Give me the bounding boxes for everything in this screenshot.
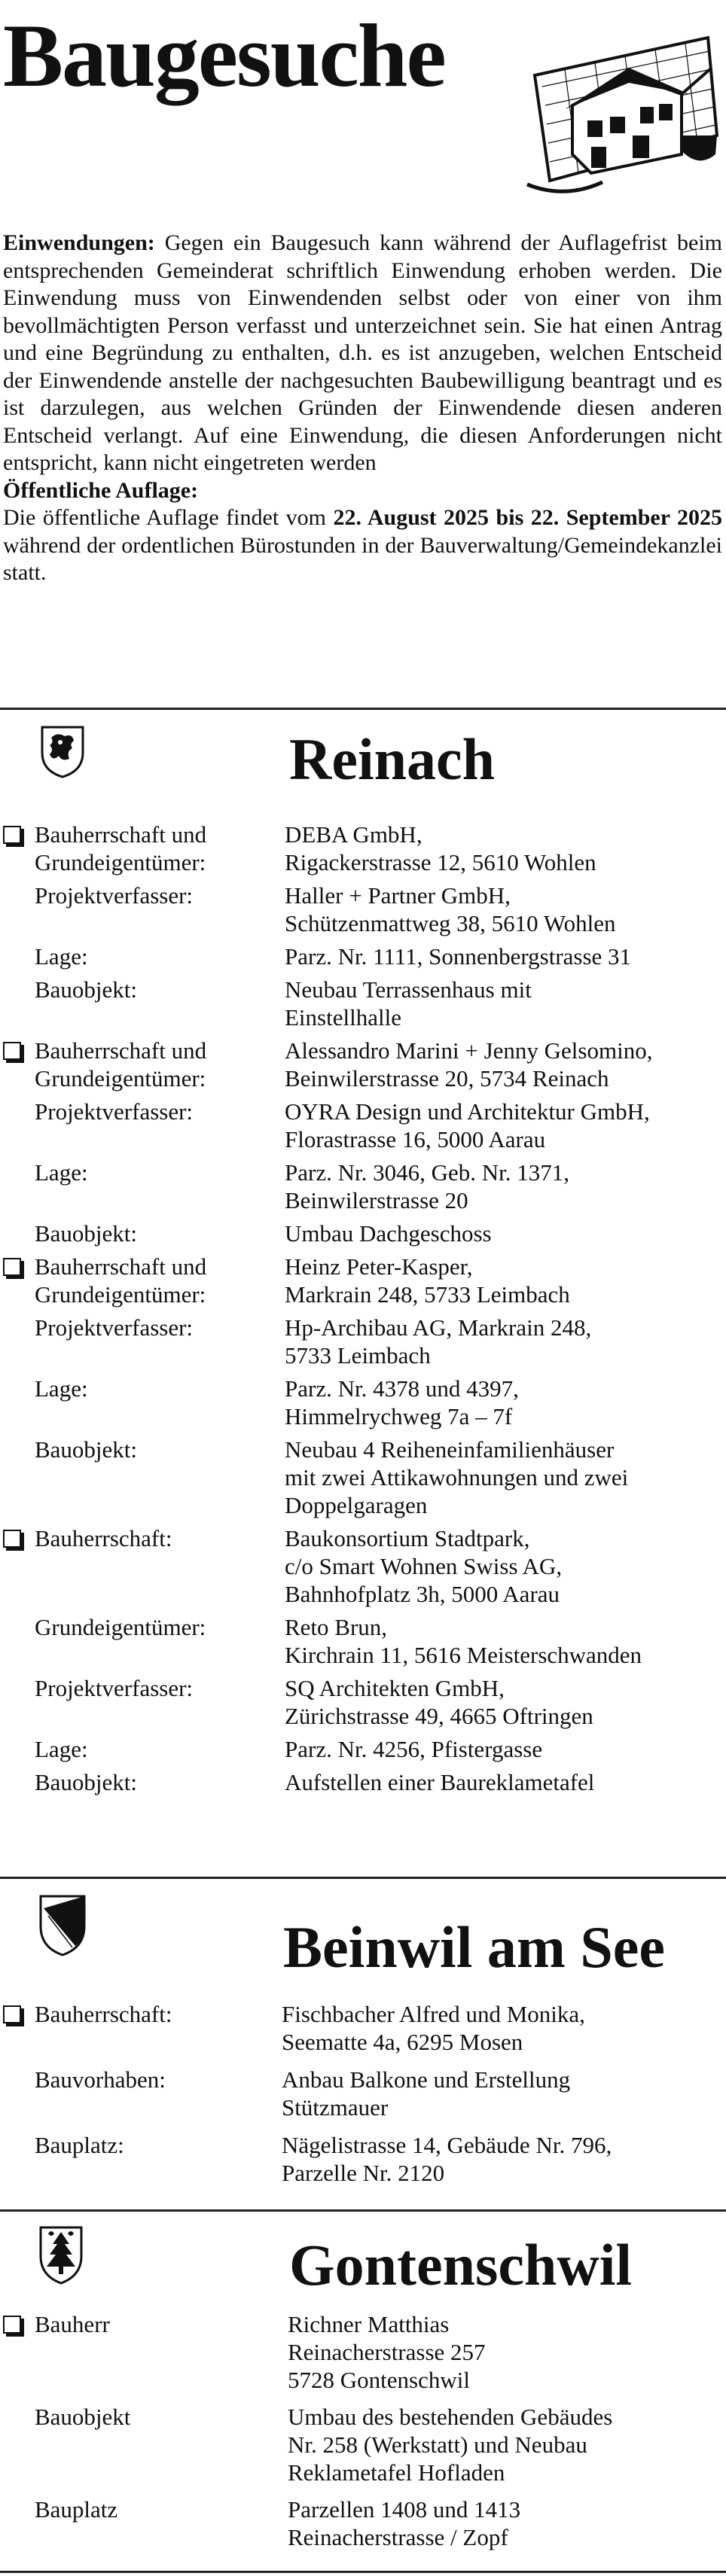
entry-row (0, 2066, 726, 2121)
building-plan-illustration (520, 23, 723, 199)
entry-value-line: 5733 Leimbach (285, 1342, 431, 1369)
entry-value (285, 1375, 519, 1430)
entry-value-line: Parz. Nr. 4378 und 4397, (285, 1375, 519, 1402)
entry-value (285, 1098, 650, 1153)
auflage-label: Öffentliche Auflage: (3, 477, 199, 503)
entry-label (35, 1768, 276, 1796)
municipality-gontenschwil: Gontenschwil (289, 2232, 633, 2297)
entry-value (288, 2403, 612, 2486)
entry-value-line: Heinz Peter-Kasper, (285, 1253, 473, 1280)
entry-value (282, 2131, 612, 2187)
entry-row (0, 976, 726, 1031)
entry-label-line: Bauplatz: (35, 2132, 124, 2158)
entry-label-line: Projektverfasser: (35, 1314, 194, 1341)
entry-row (0, 1674, 726, 1730)
entry-value-line: Parz. Nr. 3046, Geb. Nr. 1371, (285, 1159, 569, 1186)
entry-value (285, 882, 615, 937)
section-divider (0, 708, 726, 710)
entry-label-line: Grundeigentümer: (35, 849, 206, 875)
entry-row (0, 1768, 726, 1796)
page-title: Baugesuche (3, 5, 445, 105)
entry-label-line: Grundeigentümer: (35, 1065, 206, 1092)
section-divider (0, 2571, 726, 2573)
entry-value-line: Neubau Terrassenhaus mit (285, 976, 532, 1003)
municipality-beinwil-am-see: Beinwil am See (283, 1914, 665, 1980)
entry-value (285, 1314, 591, 1369)
entry-label (35, 1613, 276, 1641)
gontenschwil-coat-of-arms-icon (38, 2224, 84, 2285)
entry-row (0, 2403, 726, 2486)
entry-label-line: Bauplatz (35, 2496, 118, 2523)
entry-label-line: Lage: (35, 1375, 88, 1402)
entry-value-line: Umbau des bestehenden Gebäudes (288, 2404, 613, 2430)
entry-value-line: Schützenmattweg 38, 5610 Wohlen (285, 910, 616, 936)
entry-label-line: Bauherrschaft: (35, 1525, 172, 1551)
entry-label-line: Projektverfasser: (35, 882, 194, 909)
entry-label-line: Bauherrschaft und (35, 821, 207, 848)
entry-label-line: Bauvorhaben: (35, 2066, 166, 2093)
entry-value-line: Fischbacher Alfred und Monika, (282, 2001, 585, 2027)
entry-row (0, 942, 726, 970)
entry-row (0, 1613, 726, 1669)
entry-value-line: Parz. Nr. 4256, Pfistergasse (285, 1736, 543, 1762)
entry-value-line: Seematte 4a, 6295 Mosen (282, 2029, 523, 2055)
entry-label-line: Grundeigentümer: (35, 1614, 206, 1640)
entry-label (35, 1253, 276, 1308)
entry-row (0, 1375, 726, 1430)
section-divider (0, 1877, 726, 1879)
entry-value-line: Nägelistrasse 14, Gebäude Nr. 796, (282, 2132, 612, 2158)
entry-value-line: Kirchrain 11, 5616 Meisterschwanden (285, 1642, 642, 1668)
section-divider (0, 2209, 726, 2212)
beinwil-coat-of-arms-icon (38, 1893, 87, 1956)
entry-row (0, 2495, 726, 2551)
entry-label-line: Lage: (35, 1736, 88, 1762)
entry-label (35, 1037, 276, 1092)
entry-value-line: Anbau Balkone und Erstellung (282, 2066, 571, 2093)
entry-value (285, 1037, 652, 1092)
entry-value-line: Parzelle Nr. 2120 (282, 2160, 445, 2186)
checkbox-icon (3, 1042, 21, 1060)
entry-value (285, 1674, 593, 1730)
entry-label (35, 882, 276, 909)
reinach-coat-of-arms-icon (39, 724, 86, 778)
entry-value-line: Beinwilerstrasse 20 (285, 1187, 468, 1213)
entry-value-line: Neubau 4 Reiheneinfamilienhäuser (285, 1436, 615, 1463)
entry-value-line: Richner Matthias (288, 2311, 450, 2337)
entry-value (285, 1735, 542, 1763)
entry-value-line: Reinacherstrasse 257 (288, 2339, 486, 2365)
entry-row (0, 1735, 726, 1763)
entry-label (35, 2495, 276, 2523)
entry-label-line: Grundeigentümer: (35, 1281, 206, 1308)
entry-value-line: Markrain 248, 5733 Leimbach (285, 1281, 570, 1308)
entry-value-line: Reto Brun, (285, 1614, 388, 1640)
entry-value-line: Himmelrychweg 7a – 7f (285, 1403, 513, 1430)
entry-value-line: Hp-Archibau AG, Markrain 248, (285, 1314, 592, 1341)
entry-row (0, 1314, 726, 1369)
entry-label (35, 1735, 276, 1763)
entry-label (35, 821, 276, 876)
entry-value-line: c/o Smart Wohnen Swiss AG, (285, 1553, 563, 1579)
entry-value-line: mit zwei Attikawohnungen und zwei (285, 1464, 629, 1490)
entry-value-line: Nr. 258 (Werkstatt) und Neubau (288, 2431, 587, 2458)
entry-label (35, 2131, 276, 2159)
entry-value-line: 5728 Gontenschwil (288, 2367, 470, 2393)
entry-label-line: Projektverfasser: (35, 1675, 194, 1701)
entry-value (285, 1436, 628, 1519)
entry-label (35, 1098, 276, 1125)
entry-value-line: SQ Architekten GmbH, (285, 1675, 505, 1701)
entry-value-line: Reklametafel Hofladen (288, 2459, 505, 2486)
entry-label (35, 976, 276, 1003)
entry-value-line: Haller + Partner GmbH, (285, 882, 511, 909)
entry-label (35, 1674, 276, 1702)
entry-label-line: Bauherrschaft und (35, 1037, 207, 1064)
entry-row (0, 1436, 726, 1519)
entry-value (285, 976, 532, 1031)
entry-value (288, 2310, 486, 2394)
entry-label (35, 1524, 276, 1552)
entry-label-line: Bauherrschaft und (35, 1253, 207, 1280)
entry-value-line: Reinacherstrasse / Zopf (288, 2524, 508, 2550)
entry-value (285, 1768, 594, 1796)
entry-value-line: Parzellen 1408 und 1413 (288, 2496, 521, 2523)
entry-value-line: Einstellhalle (285, 1004, 401, 1031)
entry-label (35, 1219, 276, 1247)
entry-value-line: Bahnhofplatz 3h, 5000 Aarau (285, 1581, 560, 1607)
entry-value-line: OYRA Design und Architektur GmbH, (285, 1098, 650, 1125)
entry-label-line: Bauobjekt (35, 2404, 131, 2430)
checkbox-icon (3, 1258, 21, 1276)
entry-value-line: Aufstellen einer Baureklametafel (285, 1769, 595, 1795)
checkbox-icon (3, 2316, 21, 2334)
entry-label-line: Projektverfasser: (35, 1098, 194, 1125)
entry-label-line: Lage: (35, 943, 88, 970)
entry-value-line: Rigackerstrasse 12, 5610 Wohlen (285, 849, 596, 875)
entry-value (285, 1524, 562, 1608)
entry-value-line: Parz. Nr. 1111, Sonnenbergstrasse 31 (285, 943, 632, 970)
entry-label (35, 2000, 276, 2028)
einwendungen-text: Gegen ein Baugesuch kann während der Auflagefrist beim entsprechenden Gemeinderat schriftlich Einwendung erhoben werden. Die Einwendung muss von Einwendenden selbst oder von einer von ihm bevollmächtigten Person verfasst und unterzeichnet sein. Sie hat einen Antrag und eine Begründung zu enthalten, d.h. es ist anzugeben, welchen Entscheid der Einwendende anstelle der nachgesuchten Baubewilligung beantragt und es ist darzulegen, aus welchen Gründen der Einwendende diesen anderen Entscheid verlangt. Auf eine Einwendung, die diesen Anforderungen nicht entspricht, kann nicht eingetreten werden (3, 230, 722, 475)
entry-label (35, 1159, 276, 1186)
entry-row (0, 1159, 726, 1214)
entry-label (35, 942, 276, 970)
entry-row (0, 882, 726, 937)
entry-row (0, 1253, 726, 1308)
entry-value-line: Zürichstrasse 49, 4665 Oftringen (285, 1703, 593, 1729)
entry-value-line: Florastrasse 16, 5000 Aarau (285, 1126, 546, 1153)
checkbox-icon (3, 2005, 21, 2023)
entry-value (285, 821, 596, 876)
entry-label-line: Bauobjekt: (35, 1769, 138, 1795)
checkbox-icon (3, 826, 21, 844)
entry-label (35, 2310, 276, 2338)
entry-label (35, 1314, 276, 1341)
entry-value (285, 1613, 642, 1669)
entry-label (35, 1436, 276, 1463)
entry-label (35, 1375, 276, 1402)
entry-value-line: Beinwilerstrasse 20, 5734 Reinach (285, 1065, 609, 1092)
auflage-dates: 22. August 2025 bis 22. September 2025 (333, 505, 723, 530)
entry-value (282, 2000, 585, 2056)
entry-row (0, 2131, 726, 2187)
entry-row (0, 821, 726, 876)
entry-label (35, 2403, 276, 2431)
entry-value-line: Stützmauer (282, 2094, 389, 2121)
entry-value (288, 2495, 520, 2551)
entry-label-line: Lage: (35, 1159, 88, 1186)
entry-label-line: Bauherrschaft: (35, 2001, 172, 2027)
auflage-post: während der ordentlichen Bürostunden in der Bauverwaltung/Gemeindekanzlei statt. (3, 532, 722, 585)
entry-label-line: Bauobjekt: (35, 1220, 138, 1247)
entry-value (285, 942, 631, 970)
checkbox-icon (3, 1530, 21, 1548)
entry-row (0, 1098, 726, 1153)
entry-value-line: DEBA GmbH, (285, 821, 422, 848)
entry-label-line: Bauobjekt: (35, 976, 138, 1003)
entry-value (282, 2066, 570, 2121)
entry-row (0, 2310, 726, 2394)
entry-value-line: Alessandro Marini + Jenny Gelsomino, (285, 1037, 653, 1064)
entry-value (285, 1219, 492, 1247)
entry-value (285, 1253, 570, 1308)
einwendungen-label: Einwendungen: (3, 230, 155, 255)
entry-value-line: Doppelgaragen (285, 1492, 428, 1518)
entry-value (285, 1159, 569, 1214)
entry-label-line: Bauobjekt: (35, 1436, 138, 1463)
entry-row (0, 1037, 726, 1092)
intro-text (3, 230, 722, 587)
entry-label-line: Bauherr (35, 2311, 110, 2337)
entry-value-line: Umbau Dachgeschoss (285, 1220, 492, 1247)
entry-label (35, 2066, 276, 2093)
municipality-reinach: Reinach (289, 726, 495, 792)
entry-row (0, 2000, 726, 2056)
entry-row (0, 1524, 726, 1608)
auflage-pre: Die öffentliche Auflage findet vom (3, 505, 334, 530)
entry-row (0, 1219, 726, 1247)
entry-value-line: Baukonsortium Stadtpark, (285, 1525, 530, 1551)
